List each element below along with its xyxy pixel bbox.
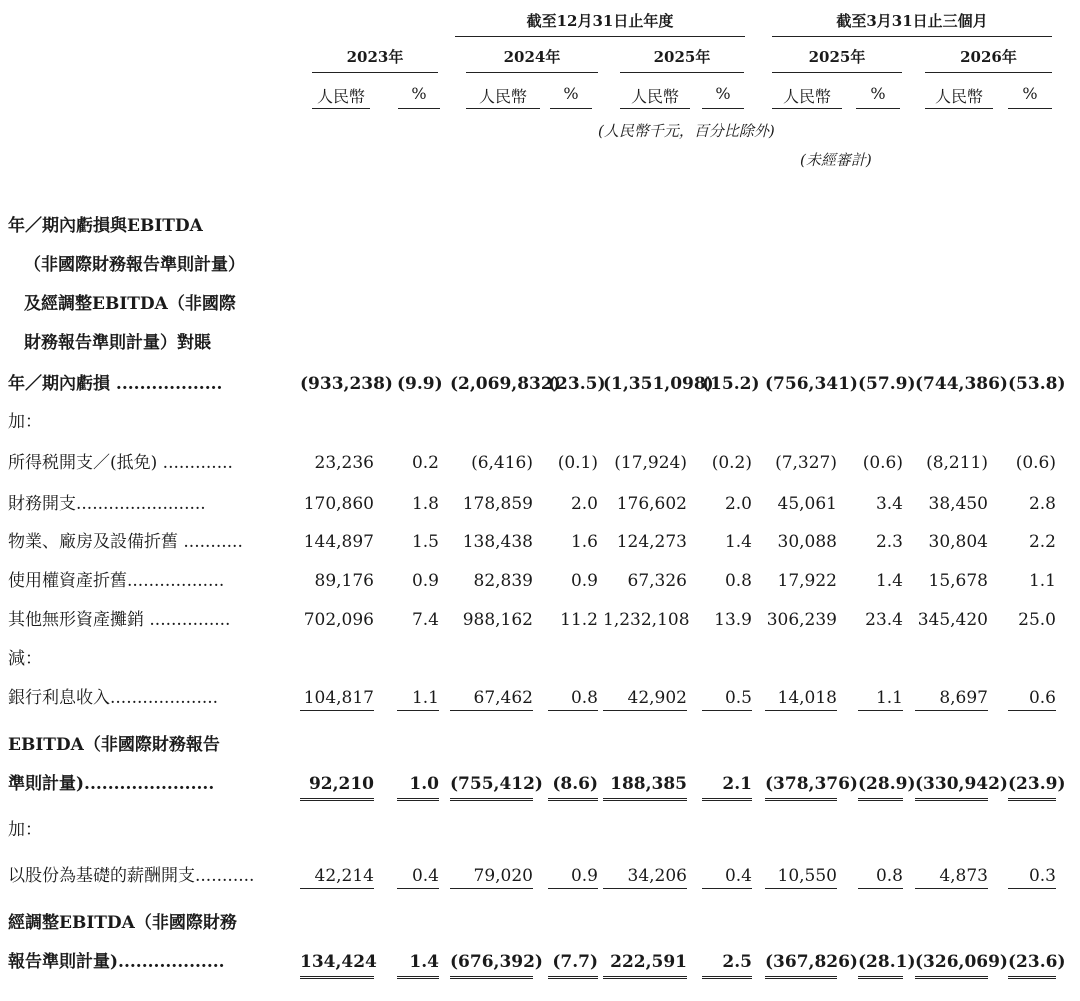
group-rule-quarter bbox=[772, 36, 1052, 37]
col-header-rule bbox=[550, 108, 592, 109]
unit-note: (人民幣千元，百分比除外) bbox=[598, 122, 775, 140]
period-rule-1 bbox=[466, 72, 598, 73]
period-header-4: 2026年 bbox=[960, 48, 1017, 66]
cell-percent: 3.4 bbox=[875, 494, 903, 514]
cell-amount: 188,385 bbox=[603, 772, 687, 801]
col-header-rmb: 人民幣 bbox=[316, 87, 365, 106]
cell-amount: 67,326 bbox=[627, 571, 687, 591]
cell-amount: 38,450 bbox=[928, 494, 988, 514]
row-label: 經調整EBITDA（非國際財務 bbox=[8, 913, 237, 933]
cell-amount: 30,804 bbox=[928, 532, 988, 552]
cell-percent: (23.9) bbox=[1008, 772, 1056, 801]
cell-amount: 17,922 bbox=[777, 571, 837, 591]
cell-amount: 45,061 bbox=[777, 494, 837, 514]
cell-percent: 1.5 bbox=[411, 532, 439, 552]
cell-amount: 42,902 bbox=[603, 686, 687, 711]
cell-percent: 0.8 bbox=[858, 864, 903, 889]
cell-percent: (23.5) bbox=[548, 374, 606, 394]
cell-amount: 42,214 bbox=[300, 864, 374, 889]
row-label: 所得税開支／(抵免) ............. bbox=[8, 453, 233, 473]
row-label: 其他無形資產攤銷 ............... bbox=[8, 610, 231, 630]
row-label: 物業、廠房及設備折舊 ........... bbox=[8, 532, 243, 552]
cell-percent: (9.9) bbox=[397, 374, 443, 394]
cell-percent: 1.1 bbox=[397, 686, 439, 711]
title-line-3: 財務報告準則計量）對賬 bbox=[24, 333, 211, 353]
cell-percent: 0.5 bbox=[702, 686, 752, 711]
cell-amount: 89,176 bbox=[314, 571, 374, 591]
col-header-rule bbox=[312, 108, 370, 109]
cell-amount: 92,210 bbox=[300, 772, 374, 801]
cell-percent: 11.2 bbox=[560, 610, 598, 630]
cell-amount: (330,942) bbox=[915, 772, 988, 801]
cell-percent: 7.4 bbox=[411, 610, 439, 630]
cell-amount: 15,678 bbox=[928, 571, 988, 591]
cell-amount: (933,238) bbox=[300, 374, 393, 394]
group-title-quarter: 截至3月31日止三個月 bbox=[836, 12, 988, 30]
cell-percent: 2.5 bbox=[702, 950, 752, 979]
cell-percent: 0.4 bbox=[702, 864, 752, 889]
cell-amount: 30,088 bbox=[777, 532, 837, 552]
period-header-2: 2025年 bbox=[653, 48, 711, 66]
cell-amount: 23,236 bbox=[314, 453, 374, 473]
col-header-pct: % bbox=[870, 84, 886, 103]
col-header-pct: % bbox=[563, 84, 579, 103]
cell-percent: 13.9 bbox=[714, 610, 752, 630]
title-line-2: 及經調整EBITDA（非國際 bbox=[24, 294, 236, 314]
col-header-rule bbox=[466, 108, 540, 109]
cell-amount: 10,550 bbox=[765, 864, 837, 889]
period-rule-3 bbox=[772, 72, 902, 73]
unaudited-note: (未經審計) bbox=[800, 151, 872, 169]
cell-amount: (6,416) bbox=[471, 453, 533, 473]
col-header-rule bbox=[620, 108, 690, 109]
cell-amount: (8,211) bbox=[926, 453, 988, 473]
col-header-rule bbox=[702, 108, 744, 109]
cell-amount: 67,462 bbox=[450, 686, 533, 711]
cell-percent: 2.0 bbox=[570, 494, 598, 514]
cell-percent: 2.3 bbox=[875, 532, 903, 552]
cell-percent: (53.8) bbox=[1008, 374, 1066, 394]
period-rule-4 bbox=[925, 72, 1052, 73]
cell-amount: 176,602 bbox=[616, 494, 687, 514]
cell-percent: 23.4 bbox=[865, 610, 903, 630]
cell-percent: (28.1) bbox=[858, 950, 903, 979]
title-line-1: （非國際財務報告準則計量） bbox=[24, 255, 245, 275]
cell-percent: 0.2 bbox=[411, 453, 439, 473]
col-header-pct: % bbox=[715, 84, 731, 103]
cell-amount: (2,069,832) bbox=[450, 374, 561, 394]
cell-percent: (0.1) bbox=[557, 453, 598, 473]
period-header-1: 2024年 bbox=[503, 48, 561, 66]
cell-amount: 8,697 bbox=[915, 686, 988, 711]
col-header-rule bbox=[856, 108, 900, 109]
cell-percent: 2.2 bbox=[1028, 532, 1056, 552]
cell-percent: 1.4 bbox=[397, 950, 439, 979]
row-label: 準則計量)...................... bbox=[8, 774, 215, 794]
cell-amount: (1,351,098) bbox=[603, 374, 714, 394]
cell-amount: 222,591 bbox=[603, 950, 687, 979]
period-header-3: 2025年 bbox=[808, 48, 866, 66]
cell-percent: 1.0 bbox=[397, 772, 439, 801]
cell-percent: (15.2) bbox=[702, 374, 760, 394]
cell-percent: 2.1 bbox=[702, 772, 752, 801]
period-rule-2 bbox=[620, 72, 744, 73]
cell-percent: 1.8 bbox=[411, 494, 439, 514]
row-label: EBITDA（非國際財務報告 bbox=[8, 735, 220, 755]
cell-amount: 124,273 bbox=[616, 532, 687, 552]
row-label: 加： bbox=[8, 820, 42, 840]
cell-amount: (326,069) bbox=[915, 950, 988, 979]
col-header-rule bbox=[1008, 108, 1052, 109]
col-header-pct: % bbox=[411, 84, 427, 103]
cell-percent: 0.9 bbox=[570, 571, 598, 591]
cell-percent: 1.4 bbox=[724, 532, 752, 552]
cell-amount: 4,873 bbox=[915, 864, 988, 889]
cell-amount: 144,897 bbox=[303, 532, 374, 552]
row-label: 年／期內虧損 .................. bbox=[8, 374, 223, 394]
cell-percent: 2.0 bbox=[724, 494, 752, 514]
row-label: 財務開支........................ bbox=[8, 494, 206, 514]
cell-percent: (0.2) bbox=[711, 453, 752, 473]
cell-amount: 702,096 bbox=[303, 610, 374, 630]
cell-amount: 134,424 bbox=[300, 950, 374, 979]
cell-percent: 0.8 bbox=[724, 571, 752, 591]
cell-percent: 0.9 bbox=[411, 571, 439, 591]
cell-amount: 34,206 bbox=[603, 864, 687, 889]
row-label: 銀行利息收入.................... bbox=[8, 688, 219, 708]
cell-amount: (676,392) bbox=[450, 950, 533, 979]
row-label: 以股份為基礎的薪酬開支........... bbox=[8, 866, 255, 886]
cell-percent: (23.6) bbox=[1008, 950, 1056, 979]
col-header-rule bbox=[398, 108, 440, 109]
cell-amount: (7,327) bbox=[775, 453, 837, 473]
col-header-rmb: 人民幣 bbox=[630, 87, 679, 106]
cell-percent: 1.1 bbox=[1028, 571, 1056, 591]
period-rule-0 bbox=[312, 72, 438, 73]
group-title-year: 截至12月31日止年度 bbox=[526, 12, 674, 30]
group-rule-year bbox=[455, 36, 745, 37]
cell-amount: (756,341) bbox=[765, 374, 858, 394]
col-header-rule bbox=[772, 108, 842, 109]
cell-percent: (28.9) bbox=[858, 772, 903, 801]
cell-percent: (0.6) bbox=[1015, 453, 1056, 473]
cell-amount: (744,386) bbox=[915, 374, 1008, 394]
cell-amount: 14,018 bbox=[765, 686, 837, 711]
cell-percent: (7.7) bbox=[548, 950, 598, 979]
col-header-pct: % bbox=[1022, 84, 1038, 103]
cell-percent: 0.4 bbox=[397, 864, 439, 889]
cell-amount: 170,860 bbox=[303, 494, 374, 514]
cell-percent: (8.6) bbox=[548, 772, 598, 801]
cell-amount: 138,438 bbox=[462, 532, 533, 552]
col-header-rule bbox=[925, 108, 993, 109]
cell-amount: (367,826) bbox=[765, 950, 837, 979]
row-label: 減： bbox=[8, 649, 42, 669]
cell-amount: (17,924) bbox=[614, 453, 687, 473]
cell-amount: 79,020 bbox=[450, 864, 533, 889]
col-header-rmb: 人民幣 bbox=[782, 87, 831, 106]
cell-percent: 1.6 bbox=[570, 532, 598, 552]
cell-percent: 25.0 bbox=[1018, 610, 1056, 630]
col-header-rmb: 人民幣 bbox=[478, 87, 527, 106]
cell-percent: 0.8 bbox=[548, 686, 598, 711]
cell-amount: (378,376) bbox=[765, 772, 837, 801]
cell-amount: 82,839 bbox=[473, 571, 533, 591]
cell-amount: 178,859 bbox=[462, 494, 533, 514]
row-label: 加： bbox=[8, 412, 42, 432]
row-label: 報告準則計量).................. bbox=[8, 952, 225, 972]
cell-amount: 988,162 bbox=[462, 610, 533, 630]
cell-percent: (57.9) bbox=[858, 374, 916, 394]
title-line-0: 年／期內虧損與EBITDA bbox=[8, 216, 203, 236]
cell-amount: 306,239 bbox=[766, 610, 837, 630]
cell-percent: 1.1 bbox=[858, 686, 903, 711]
row-label: 使用權資產折舊.................. bbox=[8, 571, 225, 591]
cell-percent: (0.6) bbox=[862, 453, 903, 473]
cell-percent: 0.6 bbox=[1008, 686, 1056, 711]
cell-amount: 1,232,108 bbox=[603, 610, 690, 630]
cell-amount: (755,412) bbox=[450, 772, 533, 801]
cell-percent: 0.9 bbox=[548, 864, 598, 889]
cell-amount: 345,420 bbox=[917, 610, 988, 630]
cell-percent: 0.3 bbox=[1008, 864, 1056, 889]
cell-amount: 104,817 bbox=[300, 686, 374, 711]
cell-percent: 1.4 bbox=[875, 571, 903, 591]
col-header-rmb: 人民幣 bbox=[934, 87, 983, 106]
period-header-0: 2023年 bbox=[346, 48, 404, 66]
cell-percent: 2.8 bbox=[1028, 494, 1056, 514]
